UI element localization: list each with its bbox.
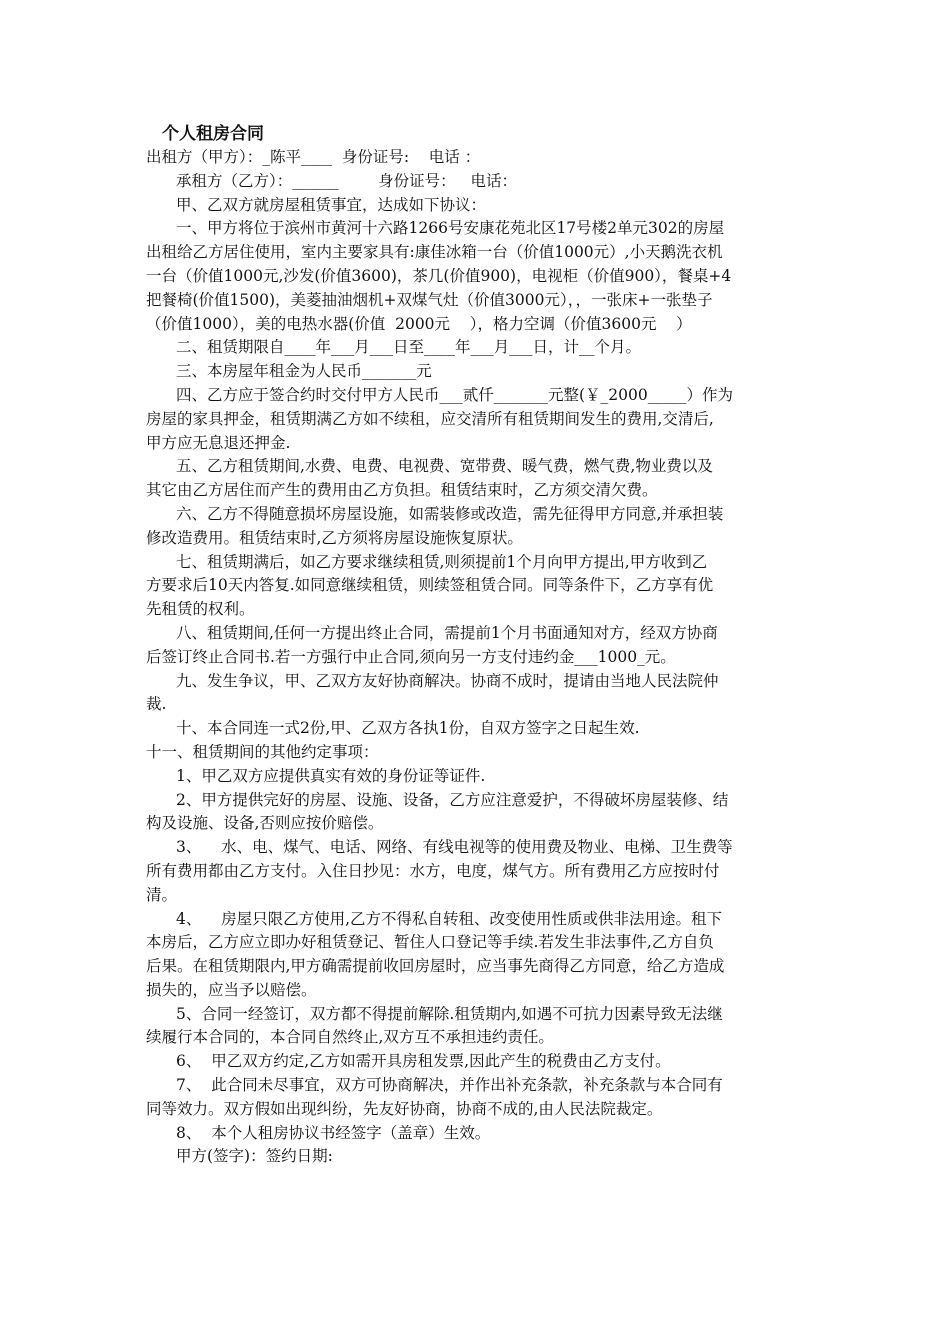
contract-line: 清。 — [146, 885, 178, 904]
contract-line: 其它由乙方居住而产生的费用由乙方负担。租赁结束时，乙方须交清欠费。 — [146, 481, 658, 500]
contract-line: 九、发生争议，甲、乙双方友好协商解决。协商不成时，提请由当地人民法院仲 — [176, 671, 719, 690]
contract-document — [146, 122, 808, 1169]
contract-line: 1、甲乙双方应提供真实有效的身份证等证件. — [176, 766, 486, 785]
contract-line: 所有费用都由乙方支付。入住日抄见：水方，电度，煤气方。所有费用乙方应按时付 — [146, 861, 720, 880]
contract-line: 五、乙方租赁期间,水费、电费、电视费、宽带费、暖气费，燃气费,物业费以及 — [176, 457, 713, 476]
contract-line: 二、租赁期限自____年___月___日至____年___月___日，计__个月。 — [176, 338, 642, 357]
contract-line: 构及设施、设备,否则应按价赔偿。 — [146, 814, 384, 833]
contract-line: 后果。在租赁期限内,甲方确需提前收回房屋时，应当事先商得乙方同意，给乙方造成 — [146, 957, 725, 976]
contract-line: 裁. — [146, 695, 167, 714]
contract-line: 甲方应无息退还押金. — [146, 433, 291, 452]
contract-line: 后签订终止合同书.若一方强行中止合同,须向另一方支付违约金___1000_元。 — [146, 647, 676, 666]
contract-line: 2、甲方提供完好的房屋、设施、设备，乙方应注意爱护，不得破坏房屋装修、结 — [176, 790, 729, 809]
contract-line: 8、 本个人租房协议书经签字（盖章）生效。 — [176, 1123, 491, 1142]
contract-line: 三、本房屋年租金为人民币_______元 — [176, 362, 432, 381]
contract-line: 7、 此合同未尽事宜，双方可协商解决，并作出补充条款，补充条款与本合同有 — [176, 1076, 723, 1095]
contract-line: 承租方（乙方）：______ 身份证号： 电话： — [176, 171, 517, 190]
contract-line: 6、 甲乙双方约定,乙方如需开具房租发票,因此产生的税费由乙方支付。 — [176, 1052, 671, 1071]
contract-line: 房屋的家具押金，租赁期满乙方如不续租，应交清所有租赁期间发生的费用,交清后, — [146, 409, 714, 428]
contract-line: 本房后，乙方应立即办好租赁登记、暂住人口登记等手续.若发生非法事件,乙方自负 — [146, 933, 714, 952]
contract-line: 方要求后10天内答复.如同意继续租赁，则续签租赁合同。同等条件下，乙方享有优 — [146, 576, 714, 595]
contract-line: 十一、租赁期间的其他约定事项： — [146, 742, 379, 761]
contract-line: 修改造费用。租赁结束时,乙方须将房屋设施恢复原状。 — [146, 528, 523, 547]
contract-line: 八、租赁期间,任何一方提出终止合同，需提前1个月书面通知对方，经双方协商 — [176, 623, 718, 642]
document-title: 个人租房合同 — [162, 124, 264, 144]
contract-line: 先租赁的权利。 — [146, 600, 255, 619]
contract-line: （价值1000），美的电热水器(价值 2000元 ），格力空调（价值3600元 ） — [146, 314, 692, 333]
contract-line: 四、乙方应于签合约时交付甲方人民币___贰仟_______元整(￥_2000_____）作为 — [176, 385, 733, 404]
contract-line: 3、 水、电、煤气、电话、网络、有线电视等的使用费及物业、电梯、卫生费等 — [176, 838, 733, 857]
contract-line: 七、租赁期满后，如乙方要求继续租赁,则须提前1个月向甲方提出,甲方收到乙 — [176, 552, 708, 571]
contract-line: 十、本合同连一式2份,甲、乙双方各执1份，自双方签字之日起生效. — [176, 719, 640, 738]
contract-body — [146, 146, 808, 1169]
contract-line: 一、甲方将位于滨州市黄河十六路1266号安康花苑北区17号楼2单元302的房屋 — [176, 219, 725, 238]
contract-line: 把餐椅(价值1500)，美菱抽油烟机+双煤气灶（价值3000元），，一张床+一张垫子 — [146, 290, 713, 309]
contract-line: 出租方（甲方）：_陈平____ 身份证号: 电话 ： — [146, 148, 481, 166]
contract-line: 一台（价值1000元,沙发(价值3600)，茶几(价值900)，电视柜（价值900），餐桌+4 — [146, 266, 732, 285]
contract-line: 4、 房屋只限乙方使用,乙方不得私自转租、改变使用性质或供非法用途。租下 — [176, 909, 722, 928]
contract-line: 同等效力。双方假如出现纠纷，先友好协商，协商不成的,由人民法院裁定。 — [146, 1099, 663, 1118]
contract-line: 出租给乙方居住使用，室内主要家具有:康佳冰箱一台（价值1000元）,小天鹅洗衣机 — [146, 243, 723, 262]
contract-line: 5、合同一经签订，双方都不得提前解除.租赁期内,如遇不可抗力因素导致无法继 — [176, 1004, 723, 1023]
contract-line: 损失的，应当予以赔偿。 — [146, 980, 317, 999]
contract-line: 甲方(签字)：签约日期: — [176, 1147, 333, 1166]
contract-line: 六、乙方不得随意损坏房屋设施，如需装修或改造，需先征得甲方同意,并承担装 — [176, 504, 724, 523]
contract-line: 续履行本合同的，本合同自然终止,双方互不承担违约责任。 — [146, 1028, 554, 1047]
contract-line: 甲、乙双方就房屋租赁事宜，达成如下协议： — [176, 195, 487, 214]
